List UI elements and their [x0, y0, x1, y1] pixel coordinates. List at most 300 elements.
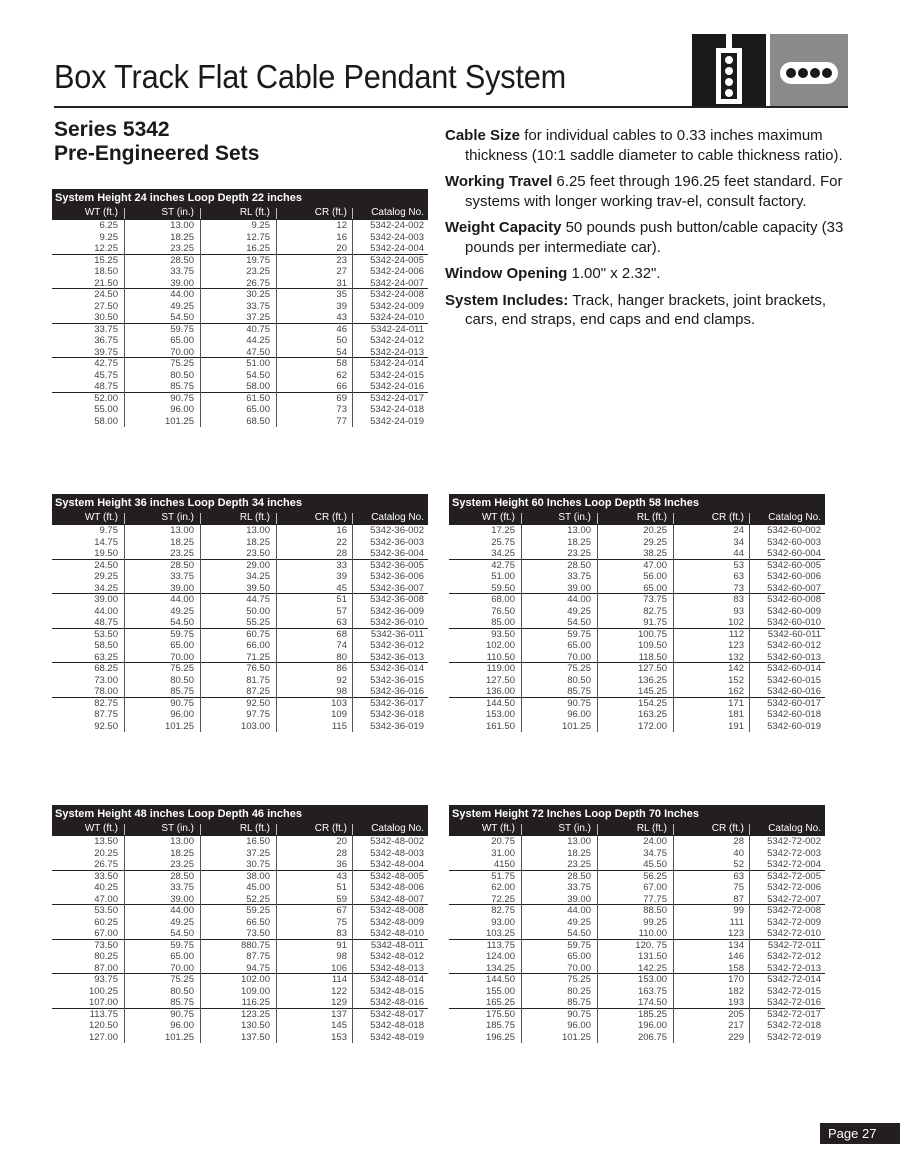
cell-catalog: 5342-24-015: [370, 369, 424, 381]
table-row: [449, 525, 825, 537]
cell-rl: 44.25: [246, 335, 270, 346]
cell-wt: 6.25: [99, 220, 118, 231]
cell-rl: 68.50: [246, 415, 270, 427]
table-header: [449, 805, 825, 836]
cell-rl: 18.25: [246, 536, 270, 548]
cell-cr: 106: [331, 962, 347, 974]
cell-wt: 144.50: [485, 974, 515, 985]
cell-rl: 87.75: [246, 951, 270, 962]
cell-rl: 34.25: [246, 571, 270, 582]
cell-catalog: 5342-36-009: [370, 605, 424, 617]
series-subtitle: Pre-Engineered Sets: [54, 142, 260, 165]
cell-catalog: 5342-24-018: [370, 404, 424, 415]
cell-st: 39.00: [567, 893, 591, 905]
cell-cr: 67: [336, 905, 347, 916]
cell-catalog: 5342-60-008: [767, 594, 821, 605]
cell-rl: 30.75: [246, 859, 270, 870]
cell-wt: 27.50: [94, 300, 118, 312]
cell-st: 54.50: [567, 928, 591, 939]
column-divider: [597, 836, 598, 1043]
cell-catalog: 5342-48-003: [370, 847, 424, 859]
cell-cr: 52: [733, 859, 744, 870]
cell-wt: 42.75: [94, 358, 118, 369]
table-row: [52, 836, 428, 848]
cell-catalog: 5342-60-005: [767, 559, 821, 571]
cell-wt: 12.25: [94, 243, 118, 254]
cell-rl: 51.00: [246, 358, 270, 369]
table-row: [449, 606, 825, 618]
cell-rl: 76.50: [246, 663, 270, 674]
cell-cr: 22: [336, 536, 347, 548]
cell-rl: 56.00: [643, 571, 667, 582]
cell-wt: 9.25: [99, 231, 118, 243]
table-row: [52, 537, 428, 549]
cell-cr: 36: [336, 859, 347, 870]
cell-catalog: 5342-48-011: [370, 939, 424, 951]
cell-catalog: 5342-48-005: [370, 870, 424, 882]
cell-wt: 62.00: [491, 882, 515, 893]
cell-st: 13.00: [567, 525, 591, 536]
column-header-st: ST (in.): [125, 821, 201, 836]
cell-st: 49.25: [567, 605, 591, 617]
cell-catalog: 5342-48-012: [370, 951, 424, 962]
cell-catalog: 5342-72-009: [767, 916, 821, 928]
cell-wt: 134.25: [485, 962, 515, 974]
cell-wt: 34.25: [491, 548, 515, 559]
cell-catalog: 5342-72-010: [767, 928, 821, 939]
cell-cr: 33: [336, 559, 347, 571]
cell-rl: 37.25: [246, 847, 270, 859]
cell-wt: 120.50: [88, 1020, 118, 1031]
cell-catalog: 5342-24-017: [370, 392, 424, 404]
cell-cr: 170: [728, 974, 744, 985]
table-row: [52, 963, 428, 975]
cell-cr: 51: [336, 594, 347, 605]
cell-rl: 131.50: [637, 951, 667, 962]
table-row: [52, 698, 428, 710]
column-divider: [352, 525, 353, 732]
cell-rl: 880.75: [240, 939, 270, 951]
cell-wt: 58.50: [94, 640, 118, 651]
cell-rl: 163.75: [637, 985, 667, 997]
cell-cr: 63: [733, 870, 744, 882]
column-header-wt: WT (ft.): [449, 821, 522, 836]
cell-wt: 100.25: [88, 985, 118, 997]
cell-cr: 162: [728, 686, 744, 697]
cell-st: 90.75: [170, 697, 194, 709]
table-row: [52, 652, 428, 664]
cell-rl: 24.00: [643, 836, 667, 847]
cell-cr: 63: [336, 617, 347, 628]
cell-st: 33.75: [170, 882, 194, 893]
column-header-cr: CR (ft.): [674, 821, 750, 836]
cell-catalog: 5342-24-005: [370, 254, 424, 266]
cell-st: 44.00: [170, 289, 194, 300]
table-row: [52, 686, 428, 698]
table-header: [52, 189, 428, 220]
table-row: [449, 882, 825, 894]
cell-rl: 88.50: [643, 905, 667, 916]
column-header-catalog: Catalog No.: [371, 823, 424, 834]
cell-cr: 146: [728, 951, 744, 962]
cell-st: 18.25: [170, 536, 194, 548]
cell-rl: 61.50: [246, 392, 270, 404]
cell-catalog: 5342-36-008: [370, 594, 424, 605]
table-row: [52, 571, 428, 583]
table-row: [52, 663, 428, 675]
column-divider: [749, 525, 750, 732]
cell-cr: 134: [728, 939, 744, 951]
cell-wt: 29.25: [94, 571, 118, 582]
cell-catalog: 5342-60-016: [767, 686, 821, 697]
cell-catalog: 5342-60-011: [767, 628, 821, 640]
cell-st: 59.75: [567, 939, 591, 951]
cell-st: 44.00: [567, 905, 591, 916]
cell-wt: 60.25: [94, 916, 118, 928]
cell-catalog: 5342-36-010: [370, 617, 424, 628]
cell-catalog: 5342-48-004: [370, 859, 424, 870]
cell-cr: 20: [336, 243, 347, 254]
cell-st: 54.50: [170, 617, 194, 628]
table-row: [52, 951, 428, 963]
cell-st: 90.75: [170, 1008, 194, 1020]
table-row: [449, 721, 825, 733]
table-title: System Height 72 Inches Loop Depth 70 Inches: [452, 808, 699, 820]
cell-st: 59.75: [170, 628, 194, 640]
cell-catalog: 5342-60-019: [767, 720, 821, 732]
cell-catalog: 5342-48-006: [370, 882, 424, 893]
cell-catalog: 5342-48-016: [370, 997, 424, 1008]
cell-st: 13.00: [170, 836, 194, 847]
cell-wt: 85.00: [491, 617, 515, 628]
cell-cr: 54: [336, 346, 347, 358]
cell-wt: 30.50: [94, 312, 118, 323]
cell-rl: 16.50: [246, 836, 270, 847]
cell-st: 80.25: [567, 985, 591, 997]
cell-cr: 171: [728, 697, 744, 709]
cell-cr: 122: [331, 985, 347, 997]
table-row: [52, 255, 428, 267]
cell-cr: 129: [331, 997, 347, 1008]
table-row: [449, 617, 825, 629]
table-row: [52, 871, 428, 883]
cell-st: 13.00: [567, 836, 591, 847]
cell-rl: 81.75: [246, 674, 270, 686]
cell-wt: 39.00: [94, 594, 118, 605]
column-header-wt: WT (ft.): [52, 821, 125, 836]
cell-catalog: 5342-36-003: [370, 536, 424, 548]
cell-st: 80.50: [170, 674, 194, 686]
cell-catalog: 5342-72-003: [767, 847, 821, 859]
cell-rl: 55.25: [246, 617, 270, 628]
cell-wt: 136.00: [485, 686, 515, 697]
table-row: [449, 963, 825, 975]
cell-rl: 172.00: [637, 720, 667, 732]
cell-cr: 193: [728, 997, 744, 1008]
cell-rl: 97.75: [246, 709, 270, 720]
cell-st: 23.25: [567, 548, 591, 559]
cell-rl: 38.00: [246, 870, 270, 882]
column-header-cr: CR (ft.): [277, 510, 353, 525]
table-row: [449, 836, 825, 848]
table-row: [449, 640, 825, 652]
cell-catalog: 5342-36-016: [370, 686, 424, 697]
table-row: [52, 301, 428, 313]
cell-wt: 196.25: [485, 1031, 515, 1043]
cell-wt: 13.50: [94, 836, 118, 847]
table-row: [52, 232, 428, 244]
cell-cr: 35: [336, 289, 347, 300]
cell-cr: 181: [728, 709, 744, 720]
cell-cr: 59: [336, 893, 347, 905]
cell-st: 70.00: [567, 962, 591, 974]
table-row: [52, 548, 428, 560]
cell-cr: 16: [336, 231, 347, 243]
cell-st: 96.00: [567, 1020, 591, 1031]
cell-wt: 47.00: [94, 893, 118, 905]
cell-cr: 66: [336, 381, 347, 392]
cell-cr: 40: [733, 847, 744, 859]
cell-rl: 66.00: [246, 640, 270, 651]
cell-wt: 9.75: [99, 525, 118, 536]
cell-rl: 118.50: [638, 651, 667, 663]
cell-cr: 142: [728, 663, 744, 674]
cell-cr: 34: [733, 536, 744, 548]
specifications: [445, 126, 845, 337]
cell-st: 59.75: [170, 939, 194, 951]
cell-wt: 53.50: [94, 905, 118, 916]
cell-st: 65.00: [567, 951, 591, 962]
cell-wt: 63.25: [94, 651, 118, 663]
cell-rl: 12.75: [246, 231, 270, 243]
cell-wt: 76.50: [491, 605, 515, 617]
spec-working-travel: Working Travel 6.25 feet through 196.25 feet standard. For systems with longer working trav-el, consult factory.: [445, 173, 843, 210]
cell-catalog: 5342-48-017: [370, 1008, 424, 1020]
cell-catalog: 5342-60-003: [767, 536, 821, 548]
cell-wt: 107.00: [88, 997, 118, 1008]
cell-st: 96.00: [170, 709, 194, 720]
cell-cr: 115: [331, 720, 347, 732]
cell-st: 75.25: [567, 663, 591, 674]
cell-st: 65.00: [567, 640, 591, 651]
cell-catalog: 5342-72-011: [767, 939, 821, 951]
cell-st: 85.75: [567, 686, 591, 697]
cell-st: 18.25: [567, 536, 591, 548]
cell-st: 23.25: [170, 859, 194, 870]
cell-wt: 20.25: [94, 847, 118, 859]
cell-st: 18.25: [170, 847, 194, 859]
cell-wt: 185.75: [485, 1020, 515, 1031]
cell-wt: 15.25: [94, 254, 118, 266]
cell-cr: 74: [336, 640, 347, 651]
cell-st: 65.00: [170, 335, 194, 346]
cell-catalog: 5342-24-012: [370, 335, 424, 346]
cell-catalog: 5342-60-006: [767, 571, 821, 582]
cell-cr: 44: [733, 548, 744, 559]
cell-catalog: 5342-36-011: [370, 628, 424, 640]
table-row: [449, 709, 825, 721]
cell-cr: 205: [728, 1008, 744, 1020]
cell-st: 44.00: [567, 594, 591, 605]
cell-cr: 191: [728, 720, 744, 732]
cell-st: 44.00: [170, 905, 194, 916]
cell-cr: 73: [336, 404, 347, 415]
cell-wt: 102.00: [485, 640, 515, 651]
cell-wt: 82.75: [491, 905, 515, 916]
table-row: [52, 940, 428, 952]
cell-catalog: 5342-36-017: [370, 697, 424, 709]
cell-catalog: 5342-72-019: [767, 1031, 821, 1043]
table-row: [52, 882, 428, 894]
cell-st: 33.75: [170, 266, 194, 277]
cell-st: 85.75: [567, 997, 591, 1008]
cell-cr: 217: [728, 1020, 744, 1031]
table-row: [449, 1020, 825, 1032]
table-row: [52, 278, 428, 290]
cell-cr: 102: [728, 617, 744, 628]
table-row: [52, 1020, 428, 1032]
cell-catalog: 5342-60-002: [767, 525, 821, 536]
cell-rl: 87.25: [246, 686, 270, 697]
cell-cr: 153: [331, 1031, 347, 1043]
cell-rl: 110.00: [638, 928, 667, 939]
cell-cr: 145: [331, 1020, 347, 1031]
cell-rl: 67.00: [643, 882, 667, 893]
cell-st: 80.50: [170, 985, 194, 997]
table-row: [449, 871, 825, 883]
cell-st: 70.00: [170, 651, 194, 663]
cell-wt: 87.00: [94, 962, 118, 974]
cell-rl: 40.75: [246, 323, 270, 335]
column-header-catalog: Catalog No.: [371, 207, 424, 218]
cell-st: 49.25: [170, 605, 194, 617]
cell-cr: 132: [728, 651, 744, 663]
cell-catalog: 5342-72-013: [767, 962, 821, 974]
table-row: [52, 347, 428, 359]
cell-catalog: 5342-36-006: [370, 571, 424, 582]
cell-rl: 91.75: [643, 617, 667, 628]
cell-rl: 26.75: [246, 277, 270, 289]
cell-catalog: 5342-60-012: [767, 640, 821, 651]
cell-rl: 73.50: [246, 928, 270, 939]
column-divider: [749, 836, 750, 1043]
cell-wt: 33.50: [94, 870, 118, 882]
cell-cr: 16: [336, 525, 347, 536]
cell-rl: 196.00: [637, 1020, 667, 1031]
page-number: Page 27: [820, 1123, 900, 1144]
table-row: [449, 940, 825, 952]
cell-rl: 38.25: [643, 548, 667, 559]
cell-cr: 45: [336, 582, 347, 594]
table-row: [52, 709, 428, 721]
cell-rl: 163.25: [637, 709, 667, 720]
cell-wt: 127.00: [88, 1031, 118, 1043]
table-row: [52, 617, 428, 629]
table-row: [52, 848, 428, 860]
cell-wt: 155.00: [485, 985, 515, 997]
cell-st: 59.75: [170, 323, 194, 335]
cell-wt: 34.25: [94, 582, 118, 594]
cell-wt: 51.00: [491, 571, 515, 582]
cell-cr: 39: [336, 571, 347, 582]
cell-rl: 60.75: [246, 628, 270, 640]
table-height-24: [52, 189, 428, 427]
cell-st: 39.00: [567, 582, 591, 594]
column-divider: [521, 525, 522, 732]
cell-catalog: 5342-36-004: [370, 548, 424, 559]
cell-st: 65.00: [170, 640, 194, 651]
table-row: [52, 986, 428, 998]
table-row: [449, 905, 825, 917]
cell-cr: 53: [733, 559, 744, 571]
cell-rl: 16.25: [246, 243, 270, 254]
cell-rl: 123.25: [240, 1008, 270, 1020]
cell-catalog: 5342-36-015: [370, 674, 424, 686]
series-heading: [54, 118, 259, 166]
cell-catalog: 5342-24-019: [370, 415, 424, 427]
table-row: [449, 997, 825, 1009]
table-row: [52, 266, 428, 278]
column-divider: [352, 220, 353, 427]
column-header-rl: RL (ft.): [201, 510, 277, 525]
cell-wt: 161.50: [485, 720, 515, 732]
cell-st: 70.00: [170, 346, 194, 358]
table-body: [52, 836, 428, 1043]
table-row: [449, 571, 825, 583]
cell-cr: 112: [728, 628, 744, 640]
spec-window-opening: Window Opening 1.00" x 2.32".: [445, 265, 661, 282]
table-row: [449, 663, 825, 675]
table-row: [52, 370, 428, 382]
cell-st: 23.25: [170, 243, 194, 254]
cell-catalog: 5342-60-015: [767, 674, 821, 686]
table-row: [449, 698, 825, 710]
column-divider: [124, 220, 125, 427]
cell-cr: 20: [336, 836, 347, 847]
cell-rl: 54.50: [246, 369, 270, 381]
cell-rl: 100.75: [637, 628, 667, 640]
table-row: [52, 243, 428, 255]
cell-catalog: 5342-72-002: [767, 836, 821, 847]
table-row: [52, 640, 428, 652]
table-row: [52, 905, 428, 917]
cell-rl: 23.50: [246, 548, 270, 559]
cell-catalog: 5342-60-017: [767, 697, 821, 709]
cell-st: 96.00: [170, 404, 194, 415]
cell-wt: 58.00: [94, 415, 118, 427]
table-row: [449, 629, 825, 641]
cell-st: 13.00: [170, 220, 194, 231]
cell-cr: 87: [733, 893, 744, 905]
table-row: [52, 606, 428, 618]
table-row: [449, 986, 825, 998]
cell-cr: 39: [336, 300, 347, 312]
table-row: [52, 594, 428, 606]
cell-rl: 47.50: [246, 346, 270, 358]
cell-st: 39.00: [170, 277, 194, 289]
cell-wt: 103.25: [485, 928, 515, 939]
cell-rl: 33.75: [246, 300, 270, 312]
cell-catalog: 5342-72-005: [767, 870, 821, 882]
column-header-st: ST (in.): [522, 821, 598, 836]
cell-catalog: 5342-60-009: [767, 605, 821, 617]
cell-rl: 58.00: [246, 381, 270, 392]
column-header-st: ST (in.): [125, 510, 201, 525]
table-row: [52, 335, 428, 347]
cell-catalog: 5342-24-003: [370, 231, 424, 243]
cell-st: 49.25: [567, 916, 591, 928]
table-body: [449, 836, 825, 1043]
